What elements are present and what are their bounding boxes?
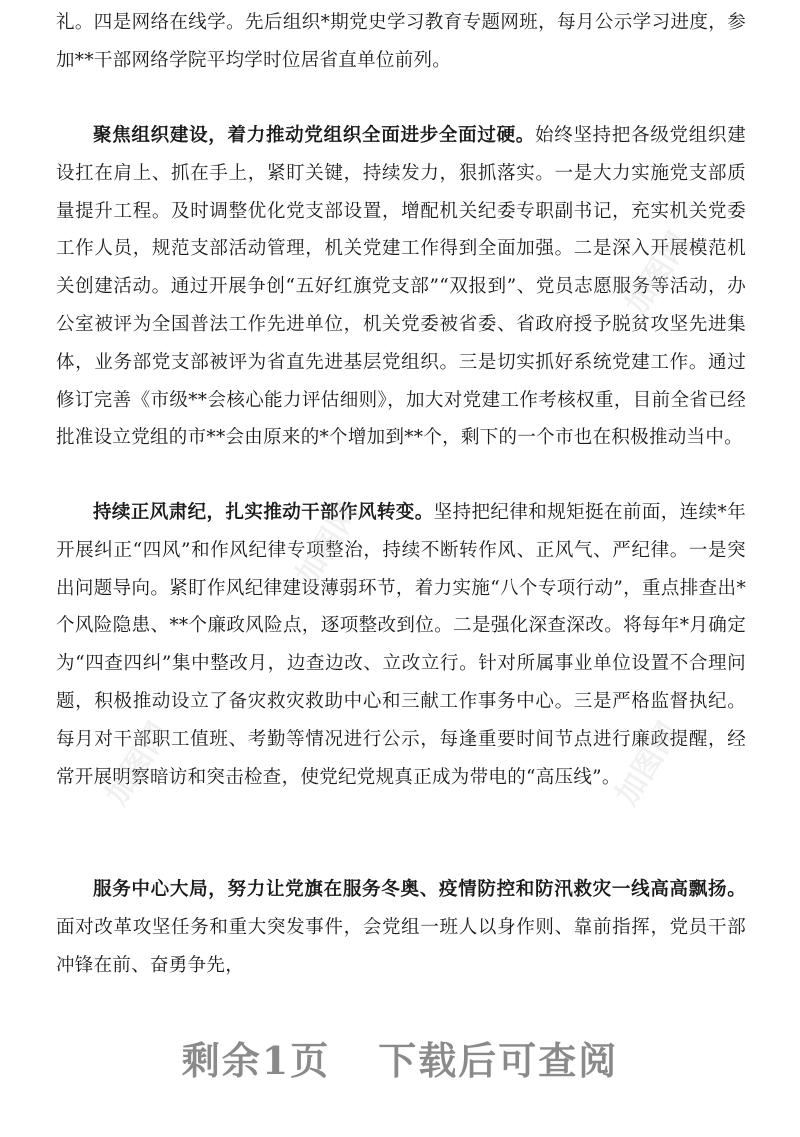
paragraph-2 bbox=[56, 117, 746, 457]
watermark-1: 加图网 bbox=[289, 496, 367, 592]
paragraph-4 bbox=[56, 871, 746, 984]
paragraph-2-text: 始终坚持把各级党组织建设扛在肩上、抓在手上，紧盯关键，持续发力，狠抓落实。一是大力实施党支部质量提升工程。及时调整优化党支部设置，增配机关纪委专职副书记，充实机关党委工作人员，规范支部活动管理，机关党建工作得到全面加强。二是深入开展模范机关创建活动。通过开展争创“五好红旗党支部”“双报到”、党员志愿服务等活动，办公室被评为全国普法工作先进单位，机关党委被省委、省政府授予脱贫攻坚先进集体，业务部党支部被评为省直先进基层党组织。三是切实抓好系统党建工作。通过修订完善《市级**会核心能力评估细则》，加大对党建工作考核权重，目前全省已经批准设立党组的市**会由原来的*个增加到**个，剩下的一个市也在积极推动当中。 bbox=[56, 125, 746, 449]
paragraph-3 bbox=[56, 494, 746, 796]
paragraph-3-text: 坚持把纪律和规矩挺在前面，连续*年开展纠正“四风”和作风纪律专项整治，持续不断转作风、正风气、严纪律。一是突出问题导向。紧盯作风纪律建设薄弱环节，着力实施“八个专项行动”，重点排查出*个风险隐患、**个廉政风险点，逐项整改到位。二是强化深查深改。将每年*月确定为“四查四纠”集中整改月，边查边改、立改立行。针对所属事业单位设置不合理问题，积极推动设立了备灾救灾救助中心和三献工作事务中心。三是严格监督执纪。每月对干部职工值班、考勤等情况进行公示，每逢重要时间节点进行廉政提醒，经常开展明察暗访和突击检查，使党纪党规真正成为带电的“高压线”。 bbox=[56, 502, 747, 788]
watermark-3: 加图网 bbox=[609, 716, 687, 812]
watermark-4: 加图网 bbox=[99, 716, 177, 812]
paragraph-4-text: 面对改革攻坚任务和重大突发事件，会党组一班人以身作则、靠前指挥，党员干部冲锋在前、奋勇争先， bbox=[56, 916, 746, 976]
watermark-2: 加图网 bbox=[619, 226, 697, 322]
download-banner[interactable] bbox=[0, 1030, 800, 1085]
paragraph-1 bbox=[56, 4, 746, 80]
remaining-pages-label: 剩余1页 bbox=[181, 1038, 331, 1083]
paragraph-2-lead: 聚焦组织建设，着力推动党组织全面进步全面过硬。 bbox=[93, 125, 536, 146]
download-to-view-label: 下载后可查阅 bbox=[378, 1038, 619, 1083]
paragraph-1-text: 礼。四是网络在线学。先后组织*期党史学习教育专题网班，每月公示学习进度，参加**干部网络学院平均学时位居省直单位前列。 bbox=[56, 12, 746, 71]
paragraph-3-lead: 持续正风肃纪，扎实推动干部作风转变。 bbox=[93, 502, 434, 523]
paragraph-4-lead: 服务中心大局，努力让党旗在服务冬奥、疫情防控和防汛救灾一线高高飘扬。 bbox=[93, 879, 746, 900]
